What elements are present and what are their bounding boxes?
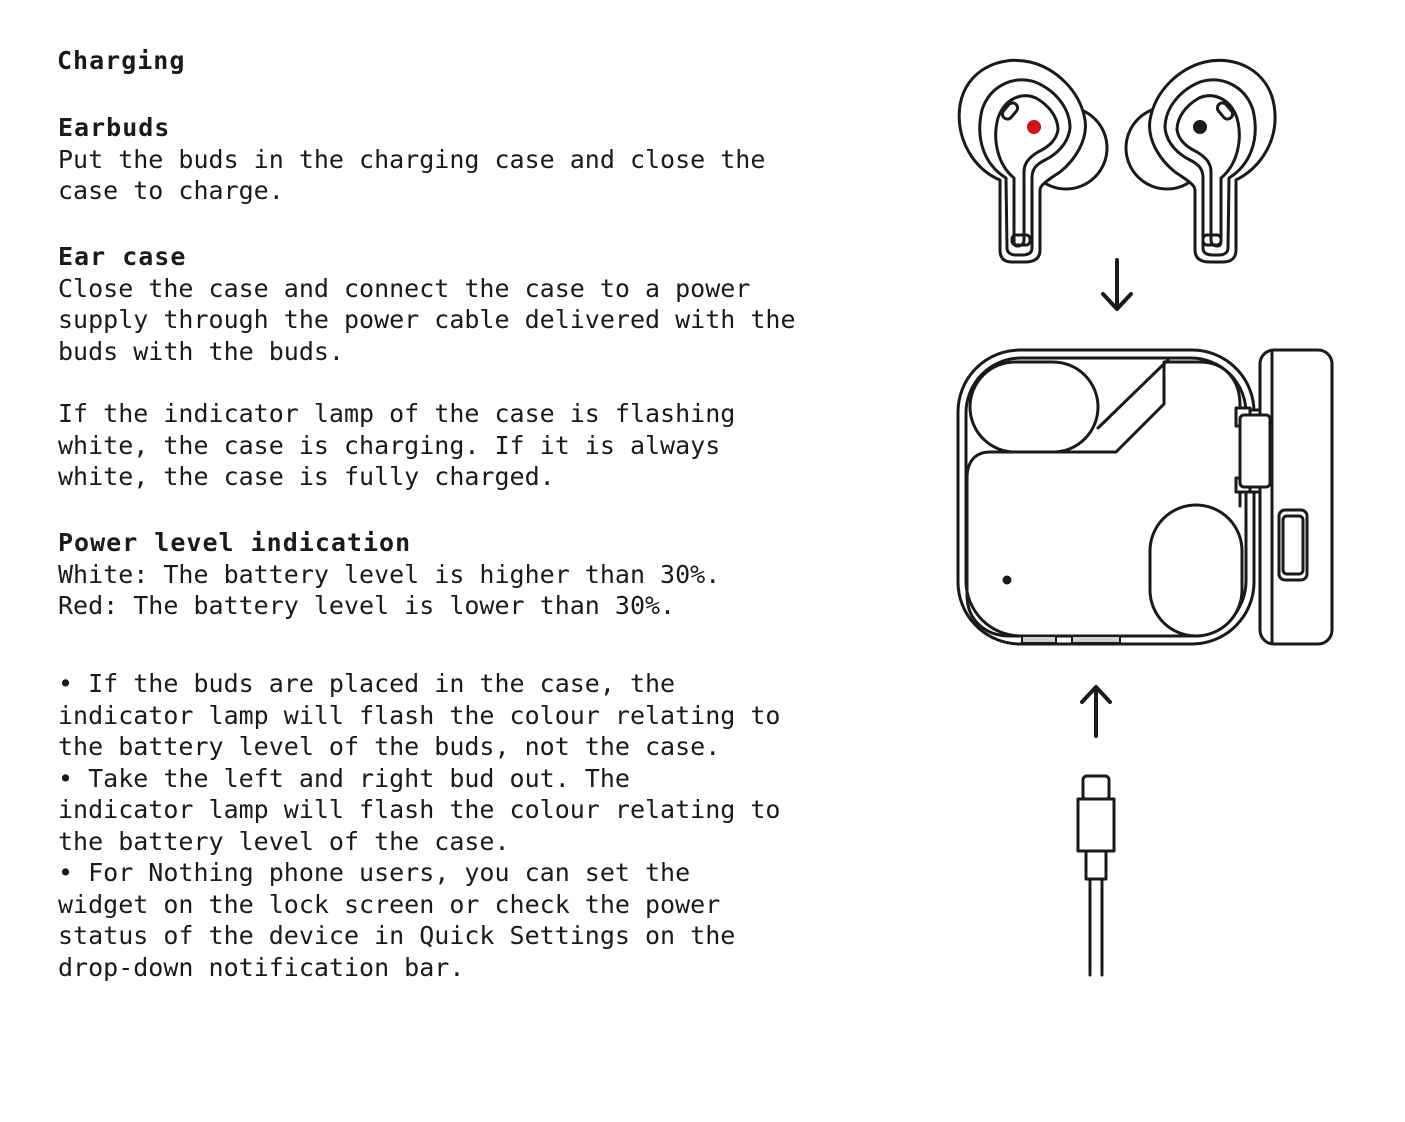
note-line: indicator lamp will flash the colour relating to [58,795,781,824]
note-line: widget on the lock screen or check the power [58,889,721,919]
left-earbud-icon [959,60,1107,262]
indicator-line: white, the case is charging. If it is always [58,430,721,460]
note-line: • If the buds are placed in the case, the [58,669,676,698]
ear-case-line: supply through the power cable delivered with the [58,305,796,334]
red-indicator-dot-icon [1027,120,1041,134]
note-line: indicator lamp will flash the colour relating to [58,700,781,730]
note-line: the battery level of the buds, not the case. [58,732,721,761]
right-earbud-icon [1126,60,1275,262]
earbuds-line: Put the buds in the charging case and close the [58,144,766,174]
note-line: the battery level of the case. [58,826,510,856]
arrow-up-icon [1082,687,1110,736]
arrow-down-icon [1103,260,1131,309]
power-level-line: White: The battery level is higher than 30%. [58,559,721,589]
earbuds-line: case to charge. [58,176,284,205]
charging-case-icon [958,350,1332,644]
ear-case-line: buds with the buds. [58,336,344,366]
ear-case-heading: Ear case [58,242,187,271]
power-level-heading: Power level indication [58,528,412,557]
note-line: • Take the left and right bud out. The [58,763,630,793]
note-line: • For Nothing phone users, you can set the [58,858,691,887]
page-title: Charging [57,46,186,75]
indicator-line: If the indicator lamp of the case is flashing [58,399,736,428]
earbuds-heading: Earbuds [58,113,171,142]
black-indicator-dot-icon [1193,120,1207,134]
ear-case-line: Close the case and connect the case to a power [58,273,751,303]
usb-c-cable-icon [1078,776,1114,975]
note-line: drop-down notification bar. [58,952,465,982]
note-line: status of the device in Quick Settings on the [58,921,736,950]
power-level-line: Red: The battery level is lower than 30%. [58,591,676,620]
indicator-line: white, the case is fully charged. [58,462,555,491]
